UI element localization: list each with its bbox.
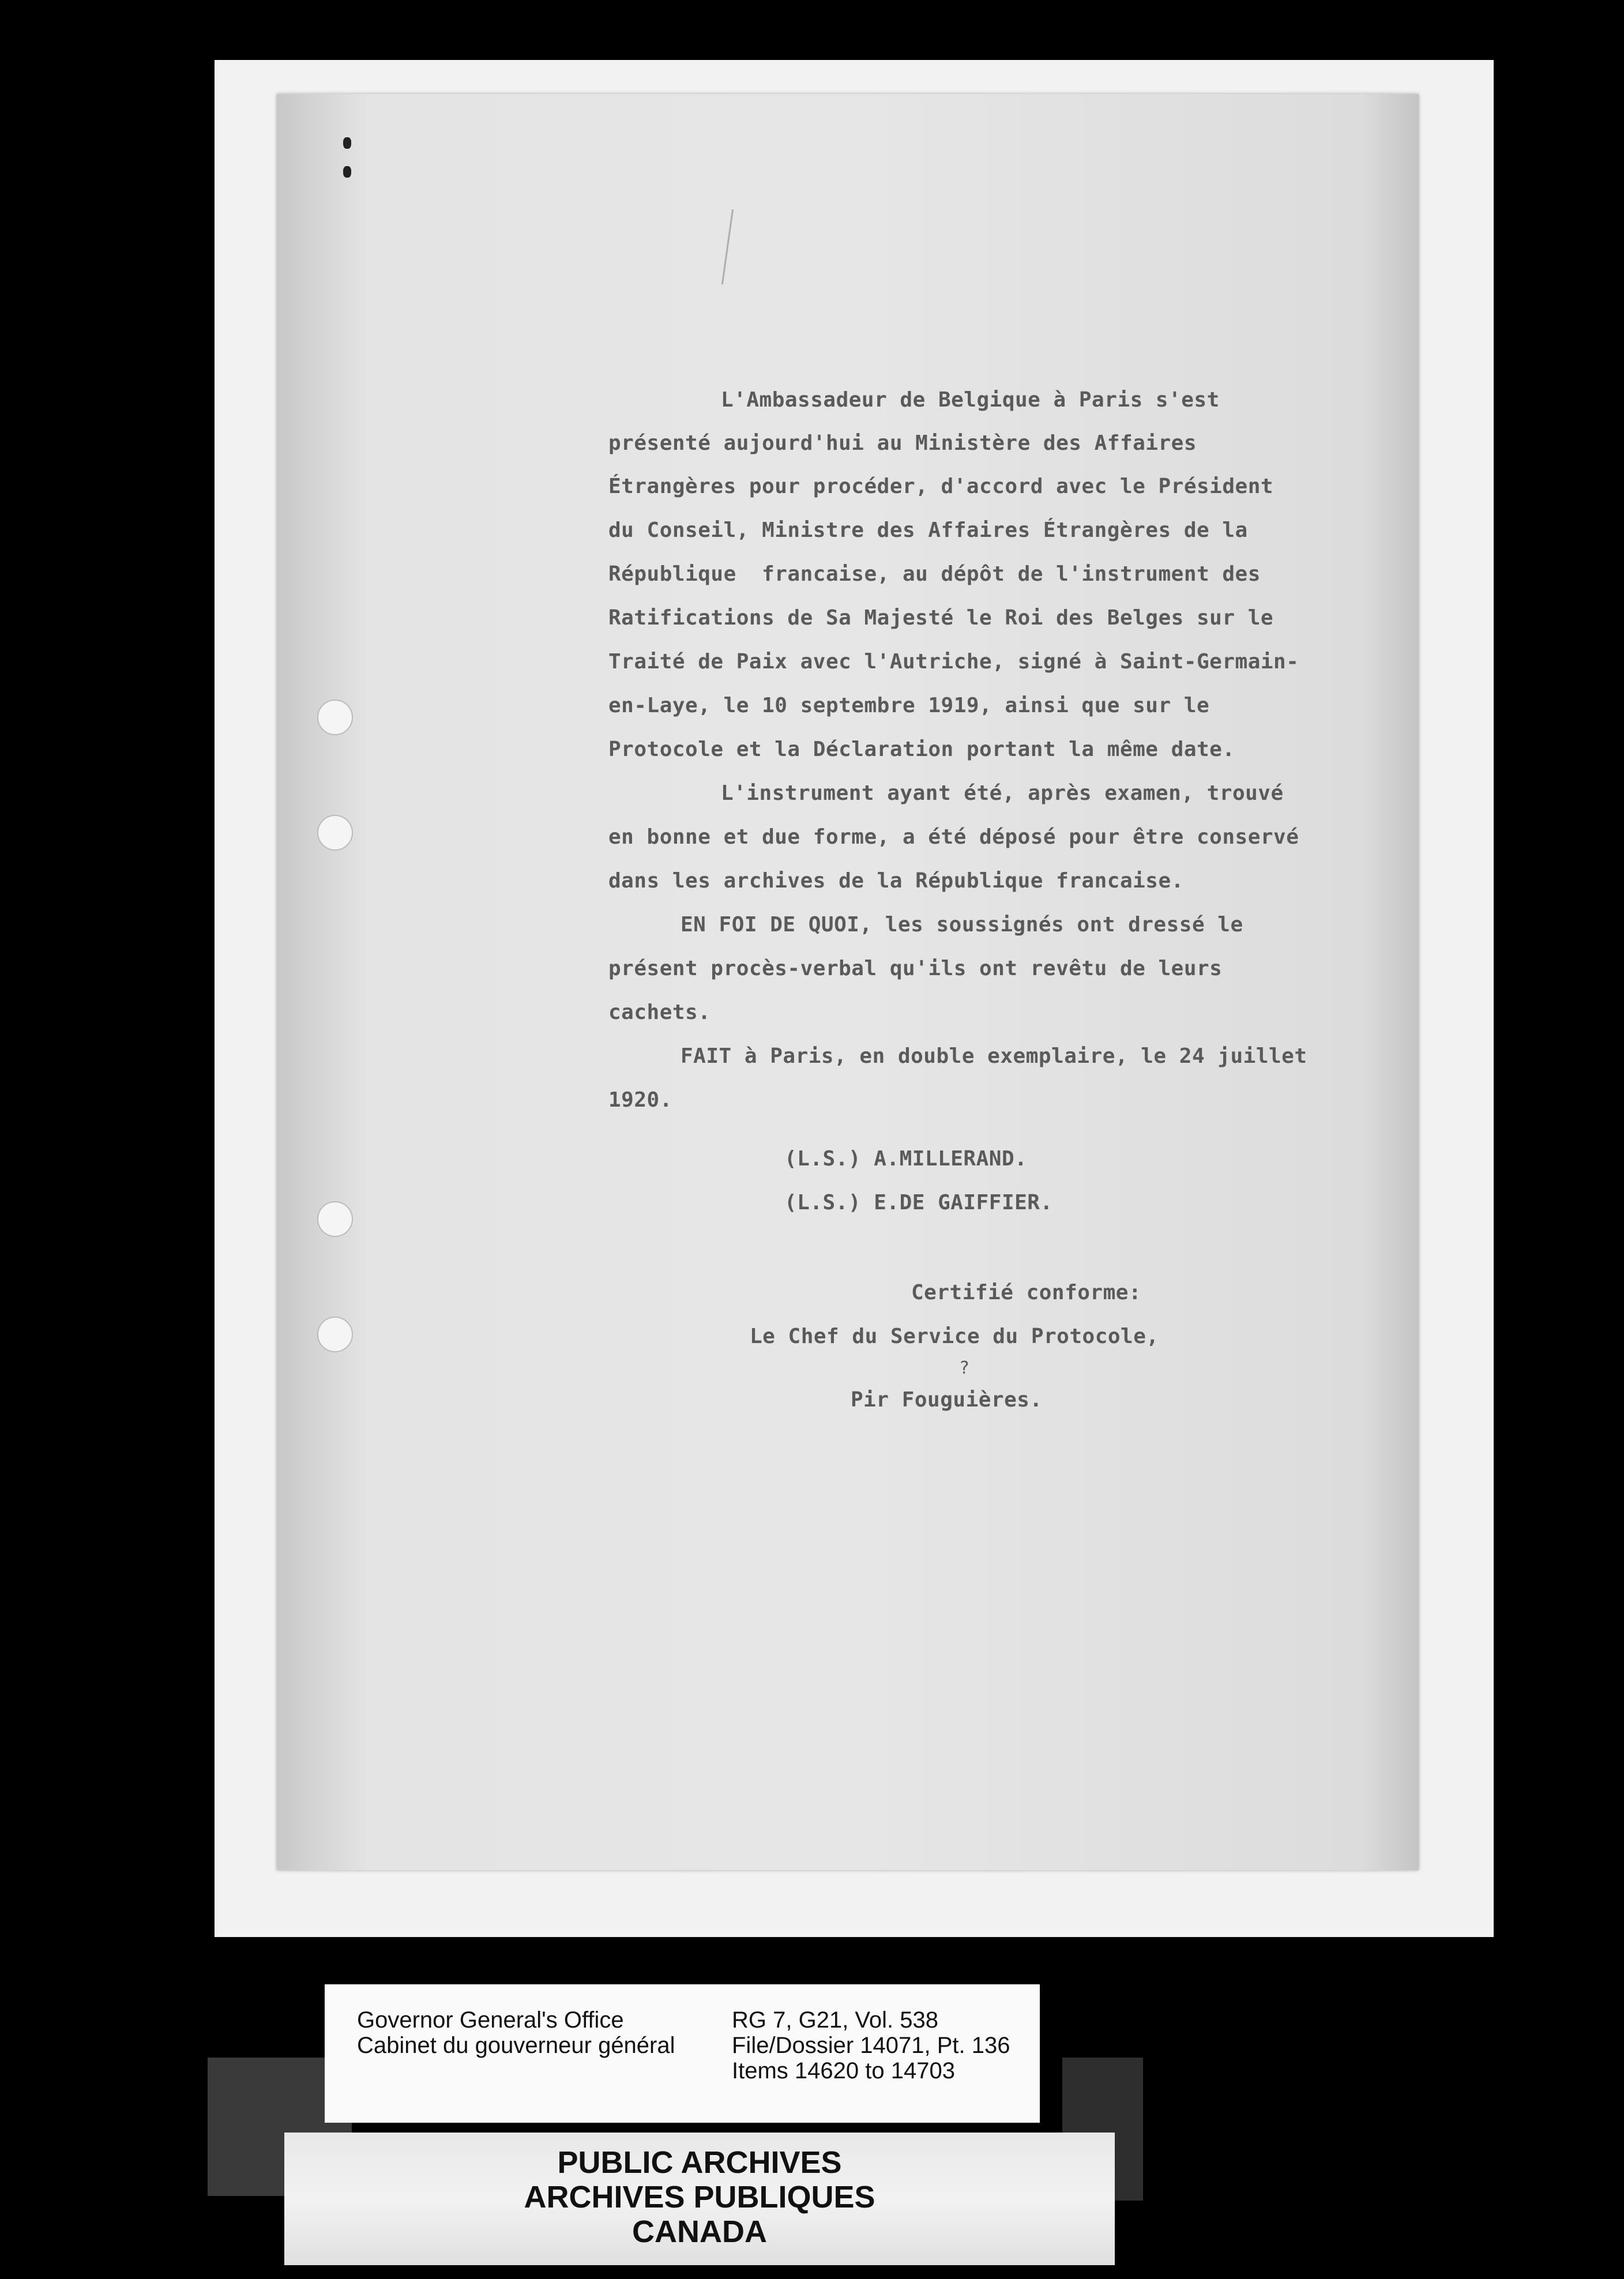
- text-line: 1920.: [608, 1088, 672, 1112]
- text-line: Traité de Paix avec l'Autriche, signé à Saint-Germain-: [608, 650, 1299, 674]
- office-label: Governor General's Office Cabinet du gouverneur général: [357, 2007, 675, 2058]
- certification-line: Certifié conforme:: [911, 1281, 1142, 1304]
- text-line: FAIT à Paris, en double exemplaire, le 24 juillet: [681, 1044, 1307, 1068]
- text-line: cachets.: [608, 1001, 711, 1024]
- text-line: Protocole et la Déclaration portant la même date.: [608, 738, 1235, 761]
- punch-hole: [317, 1201, 353, 1237]
- text-line: en-Laye, le 10 septembre 1919, ainsi que sur le: [608, 694, 1210, 717]
- staple-mark: [343, 166, 351, 178]
- archives-stamp: PUBLIC ARCHIVES ARCHIVES PUBLIQUES CANADA: [524, 2145, 875, 2249]
- certification-name: Pir Fouguières.: [851, 1388, 1043, 1412]
- staple-mark: [343, 137, 351, 149]
- text-line: Ratifications de Sa Majesté le Roi des Belges sur le: [608, 606, 1274, 630]
- pencil-annotation: [721, 209, 820, 284]
- text-line: Étrangères pour procéder, d'accord avec le Président: [608, 475, 1274, 498]
- certification-line: Le Chef du Service du Protocole,: [750, 1325, 1159, 1348]
- text-line: présenté aujourd'hui au Ministère des Affaires: [608, 431, 1197, 455]
- archive-label-card: [325, 1984, 1040, 2123]
- text-line: dans les archives de la République francaise.: [608, 869, 1184, 893]
- signature-line: (L.S.) A.MILLERAND.: [784, 1147, 1028, 1171]
- text-line: L'Ambassadeur de Belgique à Paris s'est: [721, 388, 1220, 412]
- text-line: en bonne et due forme, a été déposé pour être conservé: [608, 825, 1299, 849]
- text-line: du Conseil, Ministre des Affaires Étrangères de la: [608, 518, 1248, 542]
- punch-hole: [317, 700, 353, 735]
- text-line: L'instrument ayant été, après examen, trouvé: [721, 781, 1284, 805]
- reference-label: RG 7, G21, Vol. 538 File/Dossier 14071, Pt. 136 Items 14620 to 14703: [732, 2007, 1010, 2084]
- text-line: EN FOI DE QUOI, les soussignés ont dressé le: [681, 913, 1243, 937]
- punch-hole: [317, 1317, 353, 1352]
- text-line: présent procès-verbal qu'ils ont revêtu de leurs: [608, 957, 1223, 980]
- text-line: République francaise, au dépôt de l'instrument des: [608, 562, 1261, 586]
- punch-hole: [317, 815, 353, 851]
- handwritten-mark: ?: [959, 1358, 970, 1378]
- signature-line: (L.S.) E.DE GAIFFIER.: [784, 1191, 1053, 1214]
- archives-stamp-strip: [284, 2133, 1115, 2265]
- document-page: [277, 94, 1419, 1870]
